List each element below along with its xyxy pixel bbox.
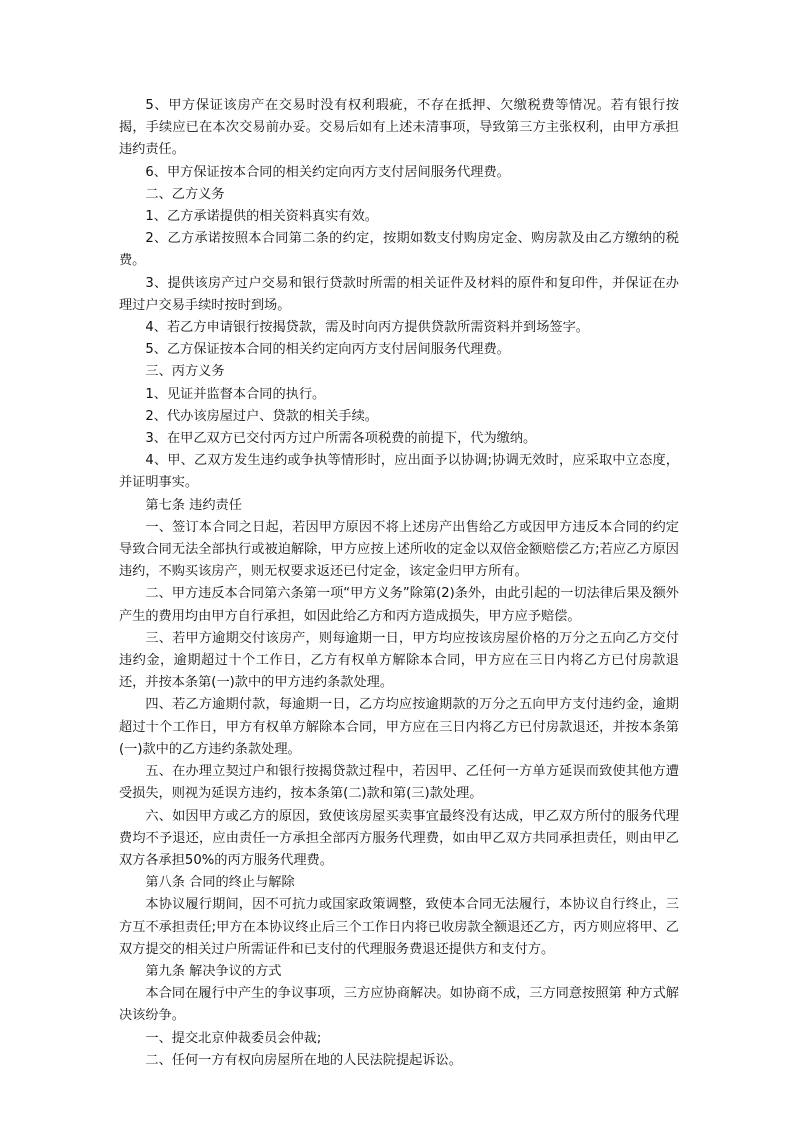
section-heading: 二、乙方义务 bbox=[145, 186, 225, 202]
paragraph: 2、代办该房屋过户、贷款的相关手续。 bbox=[145, 408, 378, 424]
paragraph: 2、乙方承诺按照本合同第二条的约定，按期如数支付购房定金、购房款及由乙方缴纳的税费。 bbox=[119, 231, 679, 269]
paragraph: 一、提交北京仲裁委员会仲裁; bbox=[145, 1030, 322, 1046]
paragraph: 本协议履行期间，因不可抗力或国家政策调整，致使本合同无法履行，本协议自行终止，三方互不承担责任;甲方在本协议终止后三个工作日内将已收房款全额退还乙方，丙方则应将甲、乙双方提交的相关过户所需证件和已支付的代理服务费退还提供方和支付方。 bbox=[119, 897, 679, 957]
paragraph: 六、如因甲方或乙方的原因，致使该房屋买卖事宜最终没有达成，甲乙双方所付的服务代理费均不予退还，应由责任一方承担全部丙方服务代理费，如由甲乙双方共同承担责任，则由甲乙双方各承担50%的丙方服务代理费。 bbox=[119, 808, 679, 868]
paragraph: 4、甲、乙双方发生违约或争执等情形时，应出面予以协调;协调无效时，应采取中立态度，并证明事实。 bbox=[119, 453, 679, 491]
paragraph: 三、若甲方逾期交付该房产，则每逾期一日，甲方均应按该房屋价格的万分之五向乙方交付违约金，逾期超过十个工作日，乙方有权单方解除本合同，甲方应在三日内将乙方已付房款退还，并按本条第(一)款中的甲方违约条款处理。 bbox=[119, 630, 679, 691]
paragraph: 一、签订本合同之日起，若因甲方原因不将上述房产出售给乙方或因甲方违反本合同的约定导致合同无法全部执行或被迫解除，甲方应按上述所收的定金以双倍金额赔偿乙方;若应乙方原因违约，不购买该房产，则无权要求返还已付定金，该定金归甲方所有。 bbox=[119, 519, 679, 580]
paragraph: 五、在办理立契过户和银行按揭贷款过程中，若因甲、乙任何一方单方延误而致使其他方遭受损失，则视为延误方违约，按本条第(二)款和第(三)款处理。 bbox=[119, 764, 679, 802]
paragraph: 6、甲方保证按本合同的相关约定向丙方支付居间服务代理费。 bbox=[145, 164, 510, 180]
article-heading: 第七条 违约责任 bbox=[145, 497, 242, 513]
section-heading: 三、丙方义务 bbox=[145, 364, 225, 380]
paragraph: 1、乙方承诺提供的相关资料真实有效。 bbox=[145, 209, 378, 225]
paragraph: 4、若乙方申请银行按揭贷款，需及时向丙方提供贷款所需资料并到场签字。 bbox=[145, 320, 589, 336]
article-heading: 第九条 解决争议的方式 bbox=[145, 963, 282, 979]
paragraph: 二、任何一方有权向房屋所在地的人民法院提起诉讼。 bbox=[145, 1052, 462, 1068]
paragraph: 5、甲方保证该房产在交易时没有权利瑕疵，不存在抵押、欠缴税费等情况。若有银行按揭，手续应已在本次交易前办妥。交易后如有上述未清事项，导致第三方主张权利，由甲方承担违约责任。 bbox=[119, 98, 679, 158]
article-heading: 第八条 合同的终止与解除 bbox=[145, 875, 295, 891]
paragraph: 3、在甲乙双方已交付丙方过户所需各项税费的前提下，代为缴纳。 bbox=[145, 431, 537, 447]
document-body bbox=[119, 95, 679, 1072]
paragraph: 3、提供该房产过户交易和银行贷款时所需的相关证件及材料的原件和复印件，并保证在办理过户交易手续时按时到场。 bbox=[119, 275, 679, 313]
paragraph: 5、乙方保证按本合同的相关约定向丙方支付居间服务代理费。 bbox=[145, 342, 510, 358]
paragraph: 1、见证并监督本合同的执行。 bbox=[145, 386, 326, 402]
paragraph: 四、若乙方逾期付款，每逾期一日，乙方均应按逾期款的万分之五向甲方支付违约金，逾期超过十个工作日，甲方有权单方解除本合同，甲方应在三日内将乙方已付房款退还，并按本条第(一)款中的乙方违约条款处理。 bbox=[119, 697, 679, 757]
paragraph: 二、甲方违反本合同第六条第一项“甲方义务”除第(2)条外，由此引起的一切法律后果及额外产生的费用均由甲方自行承担，如因此给乙方和丙方造成损失，甲方应予赔偿。 bbox=[119, 586, 679, 624]
paragraph: 本合同在履行中产生的争议事项，三方应协商解决。如协商不成，三方同意按照第 种方式解决该纷争。 bbox=[119, 986, 679, 1024]
